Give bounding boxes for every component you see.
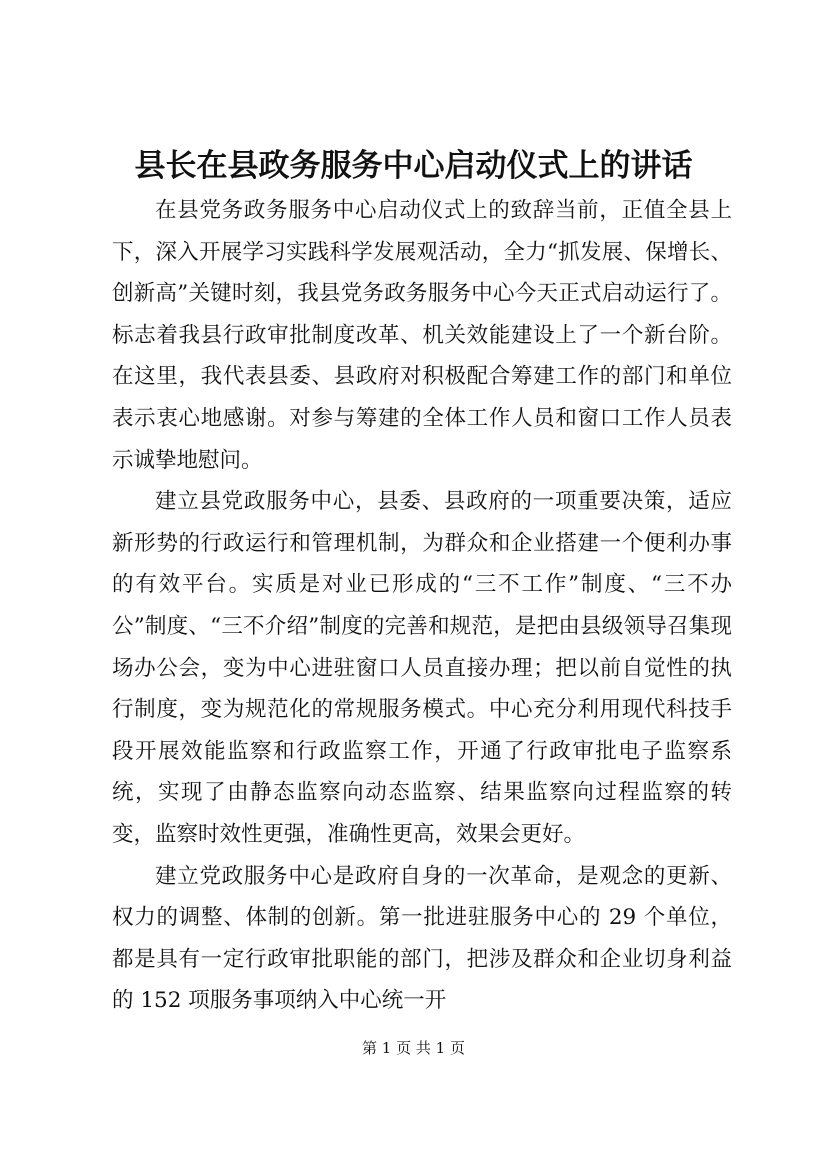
page-number-footer: 第 1 页 共 1 页 (362, 1039, 465, 1057)
paragraph-2: 建立县党政服务中心，县委、县政府的一项重要决策，适应新形势的行政运行和管理机制，为群众和企业搭建一个便利办事的有效平台。实质是对业已形成的“三不工作”制度、“三不办公”制度、“三不介绍”制度的完善和规范，是把由县级领导召集现场办公会，变为中心进驻窗口人员直接办理；把以前自觉性的执行制度，变为规范化的常规服务模式。中心充分利用现代科技手段开展效能监察和行政监察工作，开通了行政审批电子监察系统，实现了由静态监察向动态监察、结果监察向过程监察的转变，监察时效性更强，准确性更高，效果会更好。 (112, 489, 732, 847)
paragraph-1: 在县党务政务服务中心启动仪式上的致辞当前，正值全县上下，深入开展学习实践科学发展观活动，全力“抓发展、保增长、创新高”关键时刻，我县党务政务服务中心今天正式启动运行了。标志着我县行政审批制度改革、机关效能建设上了一个新台阶。在这里，我代表县委、县政府对积极配合筹建工作的部门和单位表示衷心地感谢。对参与筹建的全体工作人员和窗口工作人员表示诚挚地慰问。 (112, 198, 732, 473)
document-title: 县长在县政务服务中心启动仪式上的讲话 (134, 148, 693, 184)
paragraph-3: 建立党政服务中心是政府自身的一次革命，是观念的更新、权力的调整、体制的创新。第一批进驻服务中心的 29 个单位，都是具有一定行政审批职能的部门，把涉及群众和企业切身利益的 152 项服务事项纳入中心统一开 (112, 863, 732, 1014)
document-body (112, 190, 732, 1022)
